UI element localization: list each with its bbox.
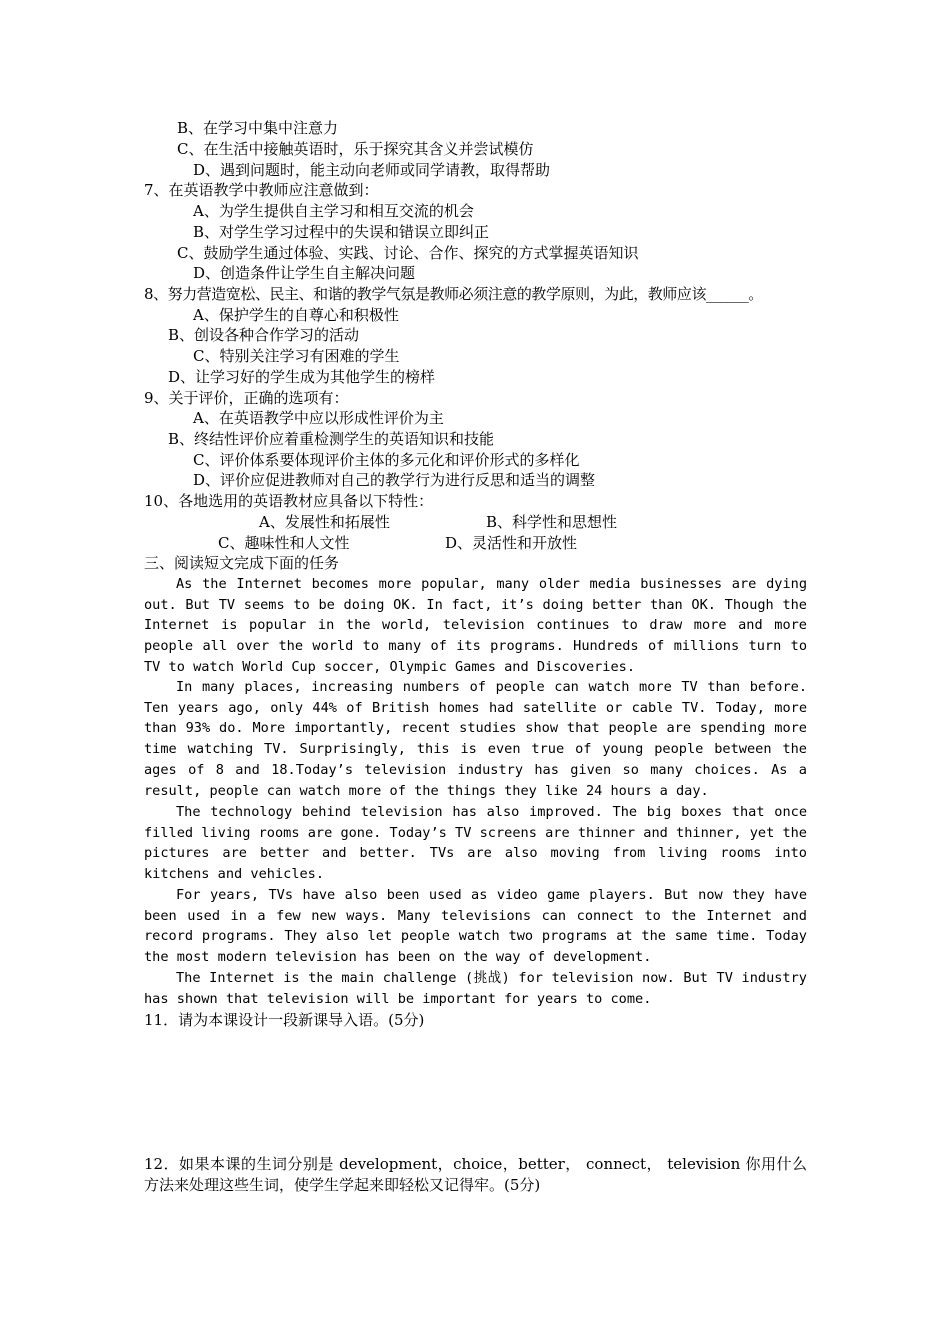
passage-paragraph-5	[144, 968, 807, 1009]
q8-stem: 8、努力营造宽松、民主、和谐的教学气氛是教师必须注意的教学原则，为此，教师应该______。	[144, 285, 763, 303]
passage-paragraph-4-text: For years, TVs have also been used as video game players. But now they have been used in a few new ways. Many televisions can connect to the Internet and record programs. They also let people watch two programs at the same time. Today the most modern television has been on the way of development.	[144, 887, 807, 966]
passage-paragraph-2	[144, 677, 807, 801]
q7-option-b: B、对学生学习过程中的失误和错误立即纠正	[193, 223, 490, 241]
q10-stem: 10、各地选用的英语教材应具备以下特性：	[144, 492, 434, 510]
passage-paragraph-3-text: The technology behind television has also improved. The big boxes that once filled living rooms are gone. Today’s TV screens are thinner and thinner, yet the pictures are better and better. TVs are also moving from living rooms into kitchens and vehicles.	[144, 804, 807, 883]
question-11: 11．请为本课设计一段新课导入语。(5分)	[144, 1011, 425, 1029]
q6-option-c: C、在生活中接触英语时，乐于探究其含义并尝试模仿	[177, 140, 534, 158]
q9-option-c: C、评价体系要体现评价主体的多元化和评价形式的多样化	[193, 451, 580, 469]
q7-option-c: C、鼓励学生通过体验、实践、讨论、合作、探究的方式掌握英语知识	[177, 244, 639, 262]
passage-paragraph-3	[144, 802, 807, 885]
q7-option-a: A、为学生提供自主学习和相互交流的机会	[193, 202, 474, 220]
q7-stem: 7、在英语教学中教师应注意做到：	[144, 181, 379, 199]
q8-option-a: A、保护学生的自尊心和积极性	[193, 306, 399, 324]
q7-option-d: D、创造条件让学生自主解决问题	[193, 264, 416, 282]
q8-option-b: B、创设各种合作学习的活动	[168, 326, 360, 344]
passage-paragraph-1	[144, 574, 807, 678]
q9-stem: 9、关于评价，正确的选项有：	[144, 389, 349, 407]
section-3-heading: 三、阅读短文完成下面的任务	[144, 554, 340, 572]
q10-option-c: C、趣味性和人文性	[218, 534, 350, 552]
q8-option-d: D、让学习好的学生成为其他学生的榜样	[168, 368, 436, 386]
q6-option-b: B、在学习中集中注意力	[177, 119, 339, 137]
passage-paragraph-2-text: In many places, increasing numbers of people can watch more TV than before. Ten years ago, only 44% of British homes had satellite or cable TV. Today, more than 93% do. More importantly, recent studies show that people are spending more time watching TV. Surprisingly, this is even true of young people between the ages of 8 and 18.Today’s television industry has given so many choices. As a result, people can watch more of the things they like 24 hours a day.	[144, 679, 807, 799]
passage-paragraph-4	[144, 885, 807, 968]
q6-option-d: D、遇到问题时，能主动向老师或同学请教，取得帮助	[193, 161, 551, 179]
passage-paragraph-1-text: As the Internet becomes more popular, many older media businesses are dying out. But TV seems to be doing OK. In fact, it’s doing better than OK. Though the Internet is popular in the world, television continues to draw more and more people all over the world to many of its programs. Hundreds of millions turn to TV to watch World Cup soccer, Olympic Games and Discoveries.	[144, 576, 807, 675]
q10-option-d: D、灵活性和开放性	[445, 534, 578, 552]
passage-paragraph-5-text: The Internet is the main challenge (挑战) for television now. But TV industry has shown that television will be important for years to come.	[144, 970, 807, 1007]
q8-option-c: C、特别关注学习有困难的学生	[193, 347, 400, 365]
question-12: 12．如果本课的生词分别是 development，choice，better， connect， television 你用什么方法来处理这些生词，使学生学起来即轻松又记得牢。(5分)	[144, 1155, 807, 1194]
q10-option-a: A、发展性和拓展性	[259, 513, 390, 531]
q9-option-a: A、在英语教学中应以形成性评价为主	[193, 409, 444, 427]
q9-option-d: D、评价应促进教师对自己的教学行为进行反思和适当的调整	[193, 471, 596, 489]
q9-option-b: B、终结性评价应着重检测学生的英语知识和技能	[168, 430, 495, 448]
q10-option-b: B、科学性和思想性	[486, 513, 618, 531]
